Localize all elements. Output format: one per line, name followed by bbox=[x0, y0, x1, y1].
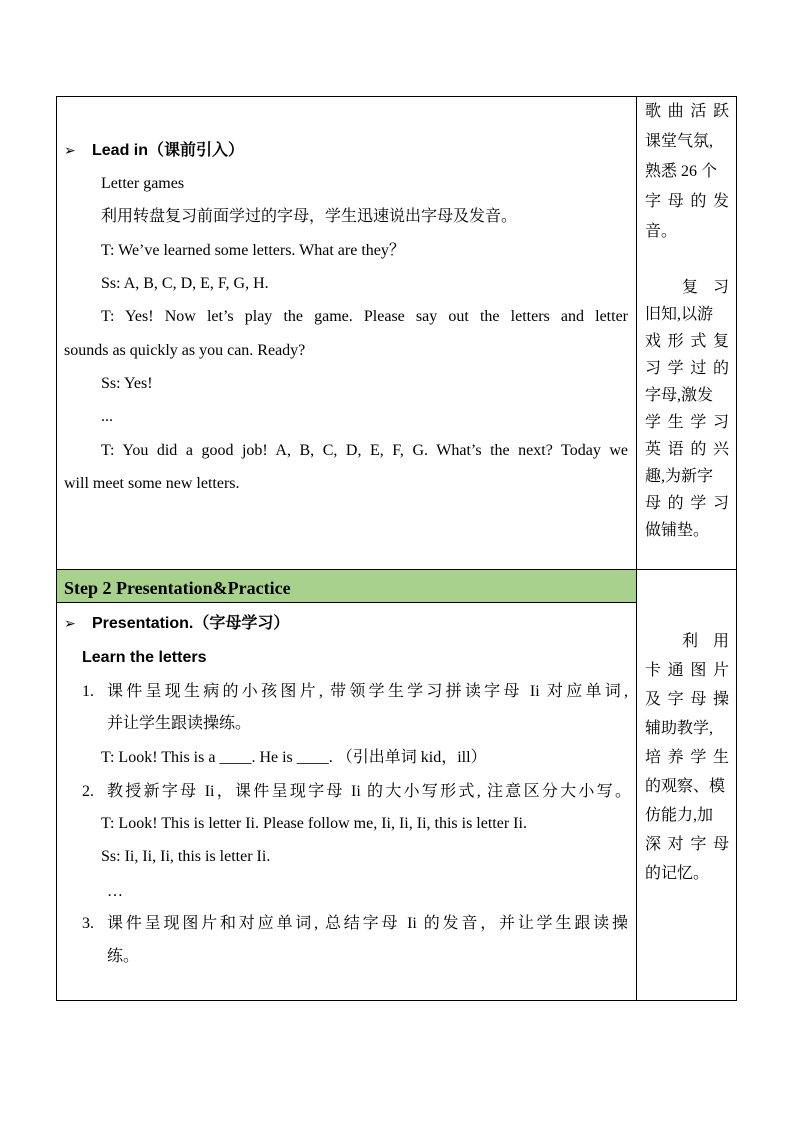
column-divider bbox=[636, 96, 637, 1001]
note-line: 的记忆。 bbox=[645, 865, 710, 882]
note-line: 英 语 的 兴 bbox=[645, 441, 729, 458]
note-line: 卡 通 图 片 bbox=[645, 662, 729, 679]
note-line: 戏 形 式 复 bbox=[645, 333, 729, 350]
lead-line: ... bbox=[101, 408, 113, 425]
lead-in-heading bbox=[92, 141, 244, 161]
note-line: 字 母 的 发 bbox=[645, 193, 729, 210]
note-line: 培 养 学 生 bbox=[645, 749, 729, 766]
note-line: 音。 bbox=[645, 223, 678, 240]
step-line: 教授新字母 Ii，课件呈现字母 Ii 的大小写形式, 注意区分大小写。 bbox=[107, 783, 631, 800]
note-line: 熟悉 26 个 bbox=[645, 163, 718, 180]
lead-in-heading-cn: （课前引入） bbox=[148, 142, 245, 159]
note-line: 仿能力,加 bbox=[645, 807, 714, 824]
presentation-heading-cn: （字母学习） bbox=[193, 615, 290, 632]
step-line: 课件呈现生病的小孩图片, 带领学生学习拼读字母 Ii 对应单词, bbox=[107, 683, 628, 700]
note-line: 字母,激发 bbox=[645, 387, 714, 404]
lead-line: T: You did a good job! A, B, C, D, E, F, G. What’s the next? Today we bbox=[101, 442, 628, 459]
bullet-arrow-icon: ➢ bbox=[64, 616, 76, 632]
note-line: 母 的 学 习 bbox=[645, 495, 729, 512]
step-line: … bbox=[107, 883, 123, 900]
note-line: 利 用 bbox=[682, 633, 729, 650]
list-number: 2. bbox=[82, 783, 94, 800]
list-number: 3. bbox=[82, 915, 94, 932]
note-line: 及 字 母 操 bbox=[645, 691, 729, 708]
step-2-title: Step 2 Presentation&Practice bbox=[64, 578, 291, 598]
step-line: 练。 bbox=[107, 948, 140, 965]
list-number: 1. bbox=[82, 683, 94, 700]
step-line: 并让学生跟读操练。 bbox=[107, 715, 252, 732]
note-line: 学 生 学 习 bbox=[645, 414, 729, 431]
note-line: 习 学 过 的 bbox=[645, 360, 729, 377]
lead-line: T: We’ve learned some letters. What are they？ bbox=[101, 242, 405, 259]
note-line: 做铺垫。 bbox=[645, 522, 710, 539]
note-line: 复 习 bbox=[682, 279, 729, 296]
lead-line: sounds as quickly as you can. Ready? bbox=[64, 342, 306, 359]
bullet-arrow-icon: ➢ bbox=[64, 143, 76, 159]
lead-in-heading-en: Lead in bbox=[92, 142, 149, 159]
lead-line: Ss: A, B, C, D, E, F, G, H. bbox=[101, 275, 269, 292]
step-line: T: Look! This is letter Ii. Please follow me, Ii, Ii, Ii, this is letter Ii. bbox=[101, 815, 527, 832]
lead-line: Letter games bbox=[101, 175, 185, 192]
learn-letters-subheading: Learn the letters bbox=[82, 649, 207, 666]
lead-line: Ss: Yes! bbox=[101, 375, 153, 392]
note-line: 辅助教学, bbox=[645, 720, 714, 737]
presentation-heading bbox=[92, 614, 289, 634]
step-line: Ss: Ii, Ii, Ii, this is letter Ii. bbox=[101, 848, 271, 865]
note-line: 旧知,以游 bbox=[645, 306, 714, 323]
lead-line: T: Yes! Now let’s play the game. Please say out the letters and letter bbox=[101, 308, 628, 325]
step-line: 课件呈现图片和对应单词, 总结字母 Ii 的发音，并让学生跟读操 bbox=[107, 915, 628, 932]
step-line: T: Look! This is a ____. He is ____. （引出单词 kid，ill） bbox=[101, 749, 487, 766]
note-line: 课堂气氛, bbox=[645, 133, 714, 150]
note-line: 趣,为新字 bbox=[645, 468, 714, 485]
presentation-heading-en: Presentation. bbox=[92, 615, 194, 632]
note-line: 的观察、模 bbox=[645, 778, 726, 795]
lead-line: 利用转盘复习前面学过的字母，学生迅速说出字母及发音。 bbox=[101, 208, 518, 225]
note-line: 深 对 字 母 bbox=[645, 836, 729, 853]
lead-line: will meet some new letters. bbox=[64, 475, 240, 492]
note-line: 歌 曲 活 跃 bbox=[645, 103, 729, 120]
